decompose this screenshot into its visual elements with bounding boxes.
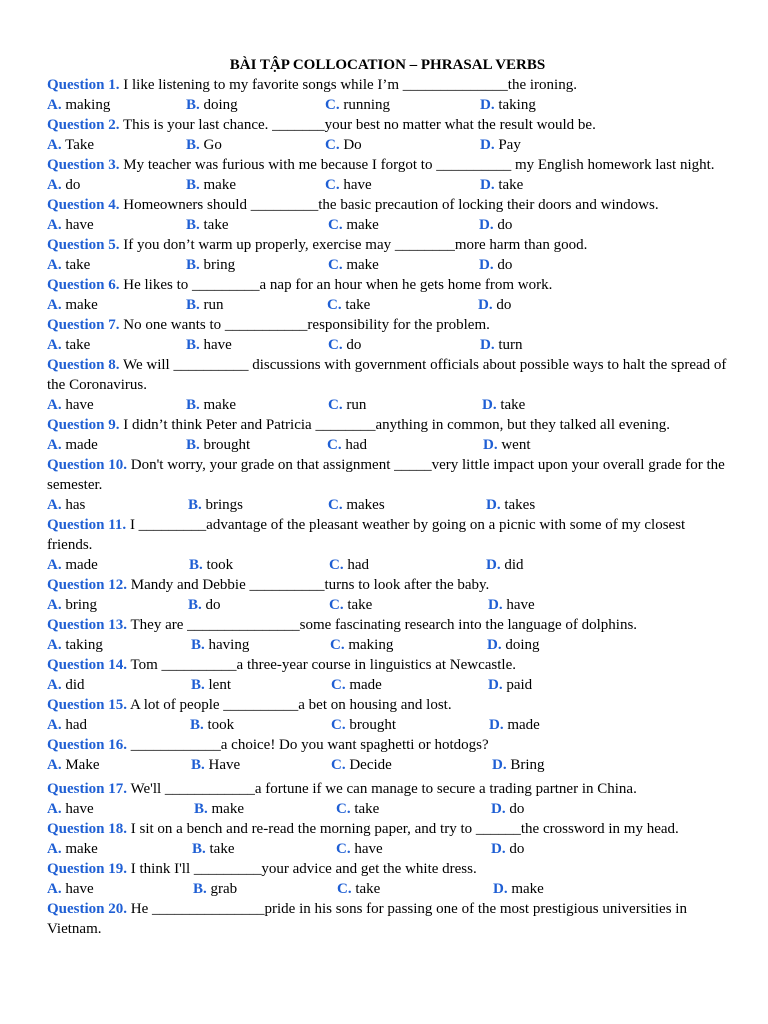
option-c[interactable]: C. makes bbox=[328, 497, 385, 513]
question-1 bbox=[47, 75, 727, 95]
question-text: If you don’t warm up properly, exercise may ________more harm than good. bbox=[123, 237, 588, 253]
option-c[interactable]: C. had bbox=[327, 437, 368, 453]
option-c[interactable]: C. Do bbox=[325, 137, 362, 153]
question-11 bbox=[47, 515, 727, 555]
question-12 bbox=[47, 575, 727, 595]
option-b[interactable]: B. brings bbox=[188, 497, 244, 513]
option-b[interactable]: B. run bbox=[186, 297, 224, 313]
options-row bbox=[47, 175, 728, 195]
option-b[interactable]: B. Go bbox=[186, 137, 222, 153]
question-text: Homeowners should _________the basic precaution of locking their doors and windows. bbox=[123, 197, 659, 213]
option-d[interactable]: D. have bbox=[488, 597, 535, 613]
option-c[interactable]: C. brought bbox=[331, 717, 397, 733]
options-row bbox=[47, 335, 728, 355]
option-d[interactable]: D. doing bbox=[487, 637, 540, 653]
question-text: He _______________pride in his sons for passing one of the most prestigious universities in Vietnam. bbox=[47, 901, 687, 937]
option-c[interactable]: C. make bbox=[328, 217, 379, 233]
option-a[interactable]: A. has bbox=[47, 497, 86, 513]
question-label: Question 8. bbox=[47, 357, 120, 373]
option-c[interactable]: C. make bbox=[328, 257, 379, 273]
option-a[interactable]: A. do bbox=[47, 177, 81, 193]
option-b[interactable]: B. lent bbox=[191, 677, 232, 693]
option-b[interactable]: B. brought bbox=[186, 437, 251, 453]
question-label: Question 2. bbox=[47, 117, 120, 133]
option-a[interactable]: A. had bbox=[47, 717, 88, 733]
question-label: Question 7. bbox=[47, 317, 120, 333]
question-text: I like listening to my favorite songs while I’m ______________the ironing. bbox=[123, 77, 577, 93]
option-a[interactable]: A. Take bbox=[47, 137, 95, 153]
option-d[interactable]: D. take bbox=[482, 397, 526, 413]
option-b[interactable]: B. took bbox=[190, 717, 235, 733]
option-d[interactable]: D. do bbox=[491, 801, 525, 817]
option-c[interactable]: C. run bbox=[328, 397, 367, 413]
option-b[interactable]: B. have bbox=[186, 337, 232, 353]
option-c[interactable]: C. take bbox=[327, 297, 371, 313]
question-label: Question 12. bbox=[47, 577, 128, 593]
question-label: Question 15. bbox=[47, 697, 128, 713]
option-a[interactable]: A. take bbox=[47, 337, 91, 353]
question-text: We'll ____________a fortune if we can manage to secure a trading partner in China. bbox=[130, 781, 637, 797]
option-b[interactable]: B. grab bbox=[193, 881, 238, 897]
options-row bbox=[47, 755, 728, 775]
options-row bbox=[47, 295, 728, 315]
option-d[interactable]: D. do bbox=[479, 217, 513, 233]
option-c[interactable]: C. had bbox=[329, 557, 370, 573]
question-8 bbox=[47, 355, 727, 395]
question-20 bbox=[47, 899, 727, 939]
question-label: Question 14. bbox=[47, 657, 128, 673]
question-14 bbox=[47, 655, 727, 675]
option-a[interactable]: A. make bbox=[47, 841, 98, 857]
option-d[interactable]: D. take bbox=[480, 177, 524, 193]
option-c[interactable]: C. made bbox=[331, 677, 382, 693]
question-text: A lot of people __________a bet on housing and lost. bbox=[129, 697, 452, 713]
question-label: Question 3. bbox=[47, 157, 120, 173]
option-c[interactable]: C. take bbox=[337, 881, 381, 897]
option-b[interactable]: B. Have bbox=[191, 757, 241, 773]
option-a[interactable]: A. made bbox=[47, 437, 98, 453]
question-text: We will __________ discussions with government officials about possible ways to halt the spread of the Coronavirus. bbox=[47, 357, 727, 393]
question-label: Question 9. bbox=[47, 417, 120, 433]
options-row bbox=[47, 675, 728, 695]
option-c[interactable]: C. do bbox=[328, 337, 362, 353]
question-label: Question 20. bbox=[47, 901, 128, 917]
option-a[interactable]: A. did bbox=[47, 677, 85, 693]
question-6 bbox=[47, 275, 727, 295]
option-c[interactable]: C. running bbox=[325, 97, 391, 113]
question-label: Question 6. bbox=[47, 277, 120, 293]
question-16 bbox=[47, 735, 727, 755]
option-c[interactable]: C. have bbox=[325, 177, 372, 193]
question-13 bbox=[47, 615, 727, 635]
options-row bbox=[47, 555, 728, 575]
question-5 bbox=[47, 235, 727, 255]
question-label: Question 18. bbox=[47, 821, 128, 837]
option-b[interactable]: B. make bbox=[194, 801, 244, 817]
question-text: I _________advantage of the pleasant weather by going on a picnic with some of my closest friends. bbox=[47, 517, 686, 553]
question-18 bbox=[47, 819, 727, 839]
options-row bbox=[47, 255, 728, 275]
question-label: Question 19. bbox=[47, 861, 128, 877]
options-row bbox=[47, 715, 728, 735]
option-d[interactable]: D. did bbox=[486, 557, 524, 573]
question-text: This is your last chance. _______your best no matter what the result would be. bbox=[123, 117, 596, 133]
option-c[interactable]: C. Decide bbox=[331, 757, 392, 773]
question-label: Question 10. bbox=[47, 457, 128, 473]
question-text: No one wants to ___________responsibility for the problem. bbox=[123, 317, 490, 333]
option-b[interactable]: B. having bbox=[191, 637, 250, 653]
question-text: Don't worry, your grade on that assignment _____very little impact upon your overall grade for the semester. bbox=[47, 457, 725, 493]
option-a[interactable]: A. have bbox=[47, 881, 94, 897]
question-text: Tom __________a three-year course in linguistics at Newcastle. bbox=[130, 657, 517, 673]
worksheet-title: BÀI TẬP COLLOCATION – PHRASAL VERBS bbox=[229, 57, 546, 73]
option-b[interactable]: B. make bbox=[186, 397, 236, 413]
question-text: I think I'll _________your advice and get the white dress. bbox=[130, 861, 477, 877]
option-a[interactable]: A. have bbox=[47, 217, 94, 233]
option-d[interactable]: D. takes bbox=[486, 497, 536, 513]
option-a[interactable]: A. made bbox=[47, 557, 98, 573]
question-label: Question 1. bbox=[47, 77, 120, 93]
options-row bbox=[47, 635, 728, 655]
options-row bbox=[47, 799, 728, 819]
option-d[interactable]: D. turn bbox=[480, 337, 523, 353]
option-b[interactable]: B. took bbox=[189, 557, 234, 573]
option-b[interactable]: B. do bbox=[188, 597, 221, 613]
option-a[interactable]: A. have bbox=[47, 397, 94, 413]
option-d[interactable]: D. Pay bbox=[480, 137, 521, 153]
question-text: They are _______________some fascinating research into the language of dolphins. bbox=[130, 617, 638, 633]
option-d[interactable]: D. do bbox=[479, 257, 513, 273]
options-row bbox=[47, 215, 728, 235]
question-label: Question 13. bbox=[47, 617, 128, 633]
question-7 bbox=[47, 315, 727, 335]
option-b[interactable]: B. take bbox=[192, 841, 235, 857]
question-text: I sit on a bench and re-read the morning paper, and try to ______the crossword in my head. bbox=[130, 821, 679, 837]
question-text: Mandy and Debbie __________turns to look after the baby. bbox=[130, 577, 490, 593]
option-c[interactable]: C. making bbox=[330, 637, 394, 653]
option-a[interactable]: A. make bbox=[47, 297, 98, 313]
question-4 bbox=[47, 195, 727, 215]
option-a[interactable]: A. taking bbox=[47, 637, 103, 653]
options-row bbox=[47, 95, 728, 115]
question-label: Question 4. bbox=[47, 197, 120, 213]
question-text: My teacher was furious with me because I forgot to __________ my English homework last night. bbox=[123, 157, 715, 173]
option-d[interactable]: D. do bbox=[491, 841, 525, 857]
question-15 bbox=[47, 695, 727, 715]
options-row bbox=[47, 495, 728, 515]
question-text: ____________a choice! Do you want spaghetti or hotdogs? bbox=[130, 737, 489, 753]
options-row bbox=[47, 595, 728, 615]
question-text: He likes to _________a nap for an hour when he gets home from work. bbox=[123, 277, 553, 293]
question-2 bbox=[47, 115, 727, 135]
question-label: Question 5. bbox=[47, 237, 120, 253]
question-9 bbox=[47, 415, 727, 435]
option-d[interactable]: D. make bbox=[493, 881, 544, 897]
option-d[interactable]: D. paid bbox=[488, 677, 533, 693]
options-row bbox=[47, 135, 728, 155]
option-a[interactable]: A. Make bbox=[47, 757, 100, 773]
options-row bbox=[47, 395, 728, 415]
option-d[interactable]: D. went bbox=[483, 437, 531, 453]
option-a[interactable]: A. take bbox=[47, 257, 91, 273]
option-b[interactable]: B. make bbox=[186, 177, 236, 193]
question-label: Question 16. bbox=[47, 737, 128, 753]
question-3 bbox=[47, 155, 727, 175]
option-d[interactable]: D. taking bbox=[480, 97, 536, 113]
question-17 bbox=[47, 779, 727, 799]
question-19 bbox=[47, 859, 727, 879]
option-a[interactable]: A. bring bbox=[47, 597, 98, 613]
option-b[interactable]: B. take bbox=[186, 217, 229, 233]
option-b[interactable]: B. bring bbox=[186, 257, 236, 273]
option-d[interactable]: D. do bbox=[478, 297, 512, 313]
options-row bbox=[47, 879, 728, 899]
option-a[interactable]: A. have bbox=[47, 801, 94, 817]
question-10 bbox=[47, 455, 727, 495]
option-c[interactable]: C. take bbox=[329, 597, 373, 613]
option-c[interactable]: C. take bbox=[336, 801, 380, 817]
option-a[interactable]: A. making bbox=[47, 97, 111, 113]
question-text: I didn’t think Peter and Patricia ________anything in common, but they talked all evening. bbox=[123, 417, 670, 433]
option-c[interactable]: C. have bbox=[336, 841, 383, 857]
question-label: Question 17. bbox=[47, 781, 128, 797]
options-row bbox=[47, 435, 728, 455]
option-b[interactable]: B. doing bbox=[186, 97, 238, 113]
options-row bbox=[47, 839, 728, 859]
option-d[interactable]: D. made bbox=[489, 717, 540, 733]
question-label: Question 11. bbox=[47, 517, 127, 533]
option-d[interactable]: D. Bring bbox=[492, 757, 545, 773]
